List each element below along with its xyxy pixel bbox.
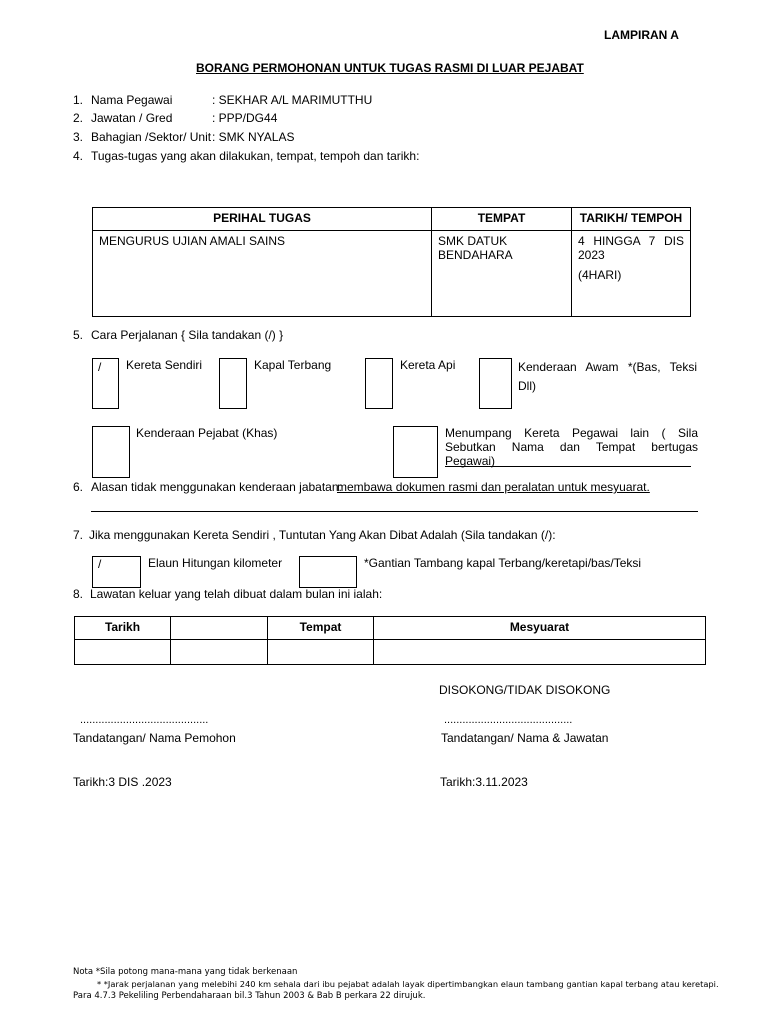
option-elaun-km-label: Elaun Hitungan kilometer: [148, 556, 283, 570]
field-value-bahagian: : SMK NYALAS: [212, 130, 295, 144]
checkbox-kereta-sendiri[interactable]: [92, 358, 119, 409]
checkbox-kenderaan-pejabat[interactable]: [92, 426, 130, 478]
checkbox-kereta-api[interactable]: [365, 358, 393, 409]
visits-cell[interactable]: [268, 640, 374, 665]
duty-cell-perihal[interactable]: MENGURUS UJIAN AMALI SAINS: [93, 231, 432, 317]
field-label-tugas: Tugas-tugas yang akan dilakukan, tempat, tempoh dan tarikh:: [91, 149, 420, 163]
section6-num: 6.: [73, 480, 84, 494]
duty-cell-tarikh-date: 4 HINGGA 7 DIS 2023: [578, 234, 684, 262]
checkbox-gantian-tambang[interactable]: [299, 556, 357, 588]
visits-header-tempat: Tempat: [268, 617, 374, 640]
appendix-label: LAMPIRAN A: [604, 28, 679, 42]
signature-line-applicant[interactable]: ..........................................: [80, 714, 209, 726]
signature-label-applicant: Tandatangan/ Nama Pemohon: [73, 731, 236, 745]
option-kapal-terbang-label: Kapal Terbang: [254, 358, 332, 372]
section5-label: Cara Perjalanan { Sila tandakan (/) }: [91, 328, 284, 342]
section8-num: 8.: [73, 587, 84, 601]
note-line-1: Nota *Sila potong mana-mana yang tidak berkenaan: [73, 967, 298, 977]
field-num-3: 3.: [73, 130, 84, 144]
visits-cell[interactable]: [374, 640, 706, 665]
signature-label-approver: Tandatangan/ Nama & Jawatan: [441, 731, 609, 745]
field-num-1: 1.: [73, 93, 84, 107]
option-kereta-api-label: Kereta Api: [400, 358, 456, 372]
checkbox-kapal-terbang[interactable]: [219, 358, 247, 409]
duty-cell-tarikh[interactable]: [572, 231, 691, 317]
field-label-nama: Nama Pegawai: [91, 93, 173, 107]
signature-line-approver[interactable]: ..........................................: [444, 714, 573, 726]
field-label-bahagian: Bahagian /Sektor/ Unit: [91, 130, 212, 144]
visits-header-blank: [171, 617, 268, 640]
checkbox-menumpang[interactable]: [393, 426, 438, 478]
section8-label: Lawatan keluar yang telah dibuat dalam bulan ini ialah:: [90, 587, 383, 601]
note-line-2: * *Jarak perjalanan yang melebihi 240 km sehala dari ibu pejabat adalah layak dipertimbangkan elaun tambang gantian kapal terbang atau keretapi.: [97, 979, 719, 989]
section6-label: Alasan tidak menggunakan kenderaan jabatan:: [91, 480, 342, 494]
duty-header-tempat: TEMPAT: [432, 208, 572, 231]
visits-cell[interactable]: [75, 640, 171, 665]
approval-status: DISOKONG/TIDAK DISOKONG: [439, 683, 611, 697]
section7-label: Jika menggunakan Kereta Sendiri , Tuntutan Yang Akan Dibat Adalah (Sila tandakan (/):: [89, 528, 556, 542]
date-approver: Tarikh:3.11.2023: [440, 775, 528, 789]
checkbox-elaun-km[interactable]: [92, 556, 141, 588]
checkbox-mark: /: [98, 557, 102, 571]
visits-cell[interactable]: [171, 640, 268, 665]
visits-header-tarikh: Tarikh: [75, 617, 171, 640]
option-gantian-tambang-label: *Gantian Tambang kapal Terbang/keretapi/bas/Teksi: [364, 556, 642, 570]
menumpang-fill-line[interactable]: [445, 466, 691, 467]
section7-num: 7.: [73, 528, 84, 542]
field-value-jawatan: : PPP/DG44: [212, 111, 278, 125]
field-value-nama: : SEKHAR A/L MARIMUTTHU: [212, 93, 373, 107]
duty-cell-tarikh-tempoh: (4HARI): [578, 268, 622, 282]
note-line-3: Para 4.7.3 Pekeliling Perbendaharaan bil.3 Tahun 2003 & Bab B perkara 22 dirujuk.: [73, 991, 426, 1001]
duty-table: [92, 207, 691, 317]
option-kereta-sendiri-label: Kereta Sendiri: [126, 358, 203, 372]
field-label-jawatan: Jawatan / Gred: [91, 111, 173, 125]
section6-reason[interactable]: membawa dokumen rasmi dan peralatan untuk mesyuarat.: [337, 480, 650, 494]
duty-cell-tempat[interactable]: SMK DATUK BENDAHARA: [432, 231, 572, 317]
section5-num: 5.: [73, 328, 84, 342]
duty-header-perihal: PERIHAL TUGAS: [93, 208, 432, 231]
visits-table: [74, 616, 706, 665]
checkbox-kenderaan-awam[interactable]: [479, 358, 512, 409]
field-num-2: 2.: [73, 111, 84, 125]
duty-header-tarikh: TARIKH/ TEMPOH: [572, 208, 691, 231]
form-title: BORANG PERMOHONAN UNTUK TUGAS RASMI DI LUAR PEJABAT: [196, 61, 584, 75]
date-applicant: Tarikh:3 DIS .2023: [73, 775, 172, 789]
option-menumpang-label: Menumpang Kereta Pegawai lain ( Sila Sebutkan Nama dan Tempat bertugas Pegawai): [445, 426, 698, 468]
visits-header-mesyuarat: Mesyuarat: [374, 617, 706, 640]
option-kenderaan-awam-label: Kenderaan Awam *(Bas, Teksi Dll): [518, 360, 697, 393]
field-num-4: 4.: [73, 149, 84, 163]
checkbox-mark: /: [98, 360, 102, 374]
section6-fill-line[interactable]: [91, 511, 698, 512]
option-kenderaan-pejabat-label: Kenderaan Pejabat (Khas): [136, 426, 278, 440]
